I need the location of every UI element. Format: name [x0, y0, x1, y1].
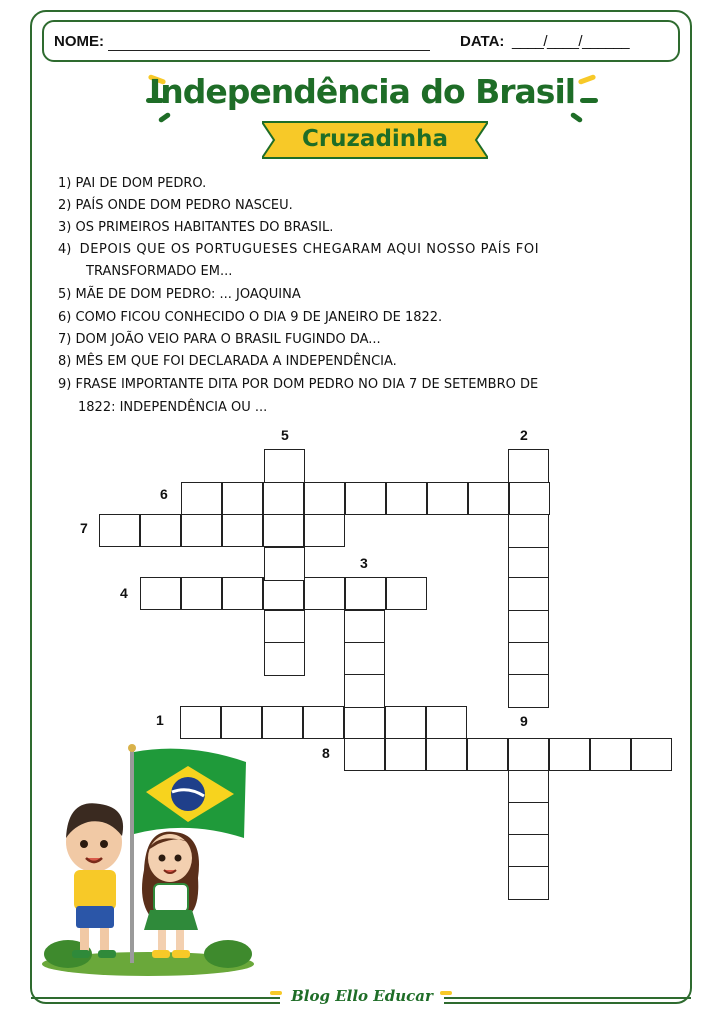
clue-5: 5) MÃE DE DOM PEDRO: ... JOAQUINA	[58, 287, 301, 302]
date-blanks[interactable]: ____/____/______	[512, 33, 630, 50]
grid-number-2: 2	[520, 427, 528, 443]
crossword-cell[interactable]	[304, 514, 345, 547]
crossword-cell[interactable]	[386, 577, 427, 610]
crossword-cell[interactable]	[262, 706, 303, 739]
crossword-cell[interactable]	[467, 738, 508, 771]
crossword-cell[interactable]	[222, 482, 263, 515]
crossword-cell[interactable]	[180, 706, 221, 739]
crossword-cell[interactable]	[549, 738, 590, 771]
crossword-cell[interactable]	[508, 866, 549, 900]
clue-7: 7) DOM JOÃO VEIO PARA O BRASIL FUGINDO DA...	[58, 332, 381, 347]
subtitle-ribbon	[262, 120, 488, 160]
crossword-cell[interactable]	[508, 802, 549, 836]
crossword-cell[interactable]	[509, 482, 550, 515]
crossword-cell[interactable]	[508, 610, 549, 644]
grid-number-6: 6	[160, 486, 168, 502]
footer-brand: Blog Ello Educar	[291, 987, 433, 1005]
crossword-cell[interactable]	[264, 610, 305, 644]
clue-6: 6) COMO FICOU CONHECIDO O DIA 9 DE JANEIRO DE 1822.	[58, 310, 443, 325]
crossword-cell[interactable]	[590, 738, 631, 771]
crossword-cell[interactable]	[264, 449, 305, 483]
crossword-cell[interactable]	[140, 514, 181, 547]
crossword-cell[interactable]	[508, 577, 549, 611]
subtitle: Cruzadinha	[301, 126, 449, 152]
kids-with-flag-illustration	[38, 740, 258, 980]
crossword-cell[interactable]	[508, 738, 549, 771]
crossword-cell[interactable]	[304, 482, 345, 515]
crossword-cell[interactable]	[344, 642, 385, 676]
crossword-cell[interactable]	[344, 738, 385, 771]
crossword-cell[interactable]	[303, 706, 344, 739]
crossword-cell[interactable]	[221, 706, 262, 739]
crossword-cell[interactable]	[99, 514, 140, 547]
crossword-cell[interactable]	[426, 706, 467, 739]
crossword-cell[interactable]	[631, 738, 672, 771]
date-label: DATA:	[460, 33, 505, 50]
crossword-cell[interactable]	[385, 738, 426, 771]
crossword-cell[interactable]	[344, 706, 385, 739]
grid-number-8: 8	[322, 745, 330, 761]
clue-9-continued: 1822: INDEPENDÊNCIA OU ...	[78, 400, 268, 415]
crossword-cell[interactable]	[385, 706, 426, 739]
crossword-cell[interactable]	[222, 577, 263, 610]
clue-4-continued: TRANSFORMADO EM...	[86, 264, 233, 279]
footer	[0, 987, 724, 1007]
clue-1: 1) PAI DE DOM PEDRO.	[58, 176, 207, 191]
crossword-cell[interactable]	[345, 482, 386, 515]
grid-number-5: 5	[281, 427, 289, 443]
name-line[interactable]	[108, 50, 430, 51]
crossword-cell[interactable]	[508, 642, 549, 676]
crossword-cell[interactable]	[508, 547, 549, 581]
crossword-cell[interactable]	[181, 577, 222, 610]
crossword-cell[interactable]	[508, 449, 549, 483]
crossword-cell[interactable]	[386, 482, 427, 515]
crossword-cell[interactable]	[344, 610, 385, 644]
grid-number-1: 1	[156, 712, 164, 728]
crossword-cell[interactable]	[264, 642, 305, 676]
clue-4: 4) DEPOIS QUE OS PORTUGUESES CHEGARAM AQUI NOSSO PAÍS FOI	[58, 242, 540, 257]
crossword-cell[interactable]	[508, 834, 549, 868]
crossword-cell[interactable]	[222, 514, 263, 547]
grid-number-9: 9	[520, 713, 528, 729]
crossword-cell[interactable]	[264, 547, 305, 581]
clue-3: 3) OS PRIMEIROS HABITANTES DO BRASIL.	[58, 220, 334, 235]
crossword-cell[interactable]	[426, 738, 467, 771]
crossword-cell[interactable]	[263, 482, 304, 515]
crossword-cell[interactable]	[508, 770, 549, 804]
grid-number-3: 3	[360, 555, 368, 571]
crossword-cell[interactable]	[468, 482, 509, 515]
crossword-cell[interactable]	[140, 577, 181, 610]
crossword-cell[interactable]	[508, 514, 549, 548]
crossword-cell[interactable]	[304, 577, 345, 610]
clue-9: 9) FRASE IMPORTANTE DITA POR DOM PEDRO NO DIA 7 DE SETEMBRO DE	[58, 377, 539, 392]
page-title: Independência do Brasil	[148, 72, 576, 111]
crossword-cell[interactable]	[263, 514, 304, 547]
clue-2: 2) PAÍS ONDE DOM PEDRO NASCEU.	[58, 198, 293, 213]
crossword-cell[interactable]	[344, 674, 385, 708]
clue-8: 8) MÊS EM QUE FOI DECLARADA A INDEPENDÊNCIA.	[58, 354, 397, 369]
crossword-cell[interactable]	[263, 577, 304, 610]
grid-number-4: 4	[120, 585, 128, 601]
name-label: NOME:	[54, 33, 104, 50]
name-date-header	[42, 20, 680, 62]
crossword-cell[interactable]	[181, 482, 222, 515]
crossword-cell[interactable]	[181, 514, 222, 547]
crossword-cell[interactable]	[345, 577, 386, 610]
crossword-cell[interactable]	[508, 674, 549, 708]
grid-number-7: 7	[80, 520, 88, 536]
crossword-cell[interactable]	[427, 482, 468, 515]
